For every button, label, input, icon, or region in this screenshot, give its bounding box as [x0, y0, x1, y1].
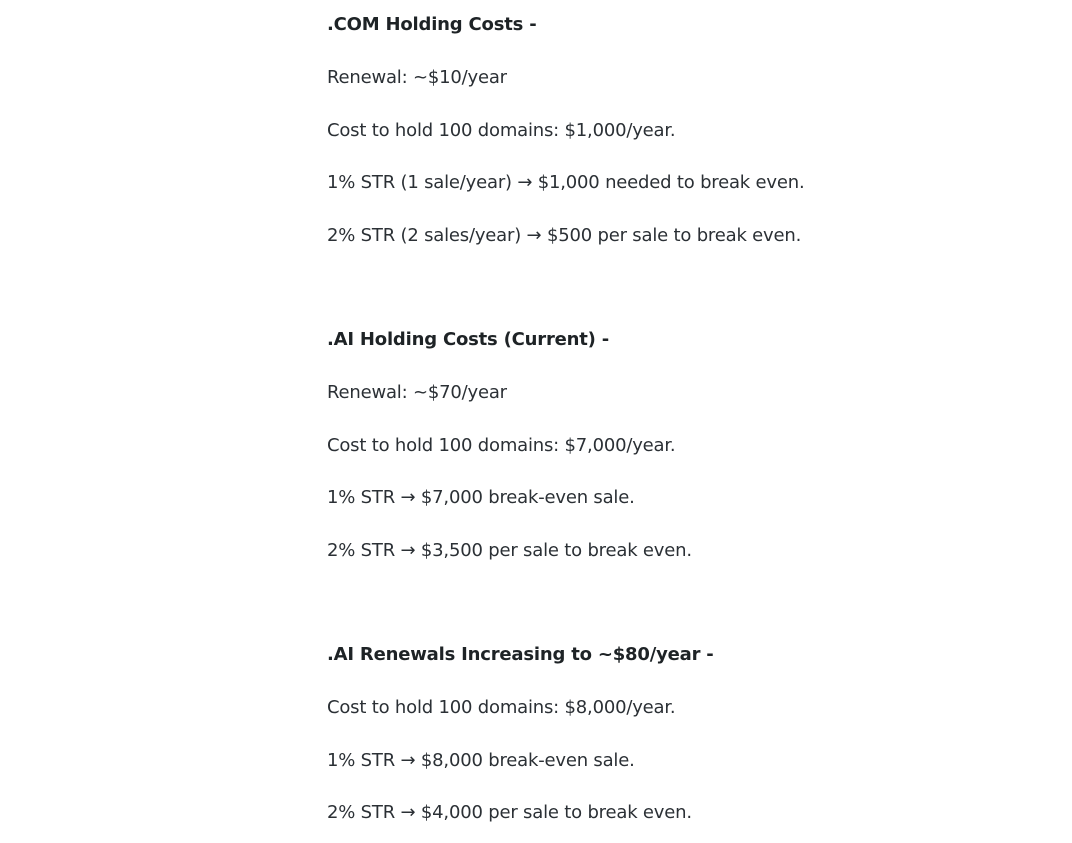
section-heading-ai-current: .AI Holding Costs (Current) -	[327, 329, 610, 350]
ai-renewal-line: Renewal: ~$70/year	[327, 382, 507, 403]
section-heading-ai-increase: .AI Renewals Increasing to ~$80/year -	[327, 644, 714, 665]
com-renewal-line: Renewal: ~$10/year	[327, 67, 507, 88]
ai80-2pct-str-line: 2% STR → $4,000 per sale to break even.	[327, 802, 692, 823]
ai80-cost-line: Cost to hold 100 domains: $8,000/year.	[327, 697, 676, 718]
ai-2pct-str-line: 2% STR → $3,500 per sale to break even.	[327, 540, 692, 561]
ai-1pct-str-line: 1% STR → $7,000 break-even sale.	[327, 487, 635, 508]
com-2pct-str-line: 2% STR (2 sales/year) → $500 per sale to break even.	[327, 225, 802, 246]
com-cost-line: Cost to hold 100 domains: $1,000/year.	[327, 120, 676, 141]
ai80-1pct-str-line: 1% STR → $8,000 break-even sale.	[327, 750, 635, 771]
section-heading-com: .COM Holding Costs -	[327, 14, 537, 35]
com-1pct-str-line: 1% STR (1 sale/year) → $1,000 needed to break even.	[327, 172, 805, 193]
ai-cost-line: Cost to hold 100 domains: $7,000/year.	[327, 435, 676, 456]
